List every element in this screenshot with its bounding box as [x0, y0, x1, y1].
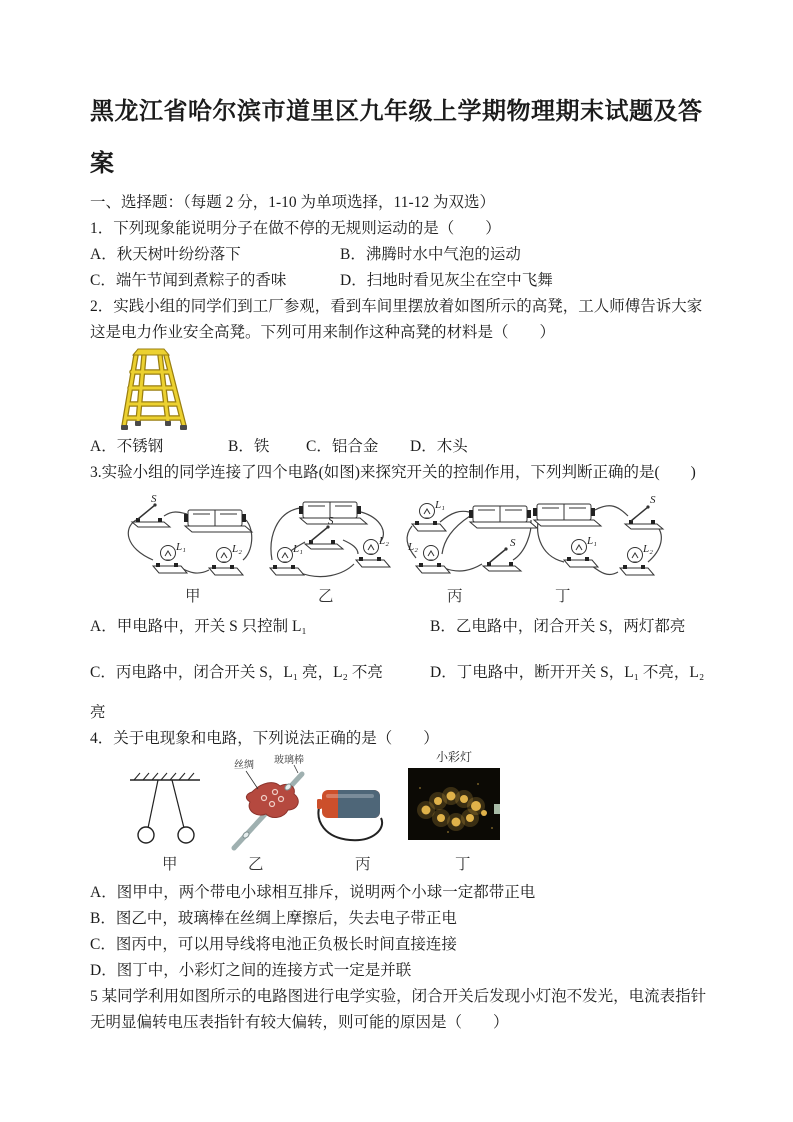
q3-option-b: B．乙电路中，闭合开关 S，两灯都亮 — [430, 618, 686, 635]
figure-caption-ding: 丁 — [555, 588, 571, 605]
q1-option-d: D．扫地时看见灰尘在空中飞舞 — [340, 272, 553, 289]
q3-option-a: A．甲电路中，开关 S 只控制 L₁ — [90, 618, 307, 635]
question-3-stem: 3.实验小组的同学连接了四个电路(如图)来探究开关的控制作用，下列判断正确的是( ) — [90, 464, 696, 481]
lamp1-label: L₁ — [435, 499, 445, 511]
content-area — [90, 86, 712, 1036]
stool-feet — [121, 421, 187, 430]
document-title: 黑龙江省哈尔滨市道里区九年级上学期物理期末试题及答案 — [90, 99, 703, 177]
q3-option-d: D．丁电路中，断开开关 S，L₁ 不亮，L₂ — [430, 664, 705, 681]
q1-option-c: C．端午节闻到煮粽子的香味 — [90, 272, 287, 289]
q2-option-c: C．铝合金 — [306, 438, 379, 455]
safety-stool-image — [118, 346, 190, 434]
circuit-figure-bing — [400, 494, 540, 586]
figure-battery-short-circuit — [316, 776, 388, 848]
q2-options-row — [90, 434, 712, 460]
switch-label: S — [510, 537, 516, 549]
figure-caption-bing: 丙 — [447, 588, 463, 605]
q2-option-b: B．铁 — [228, 438, 270, 455]
lamp2-label: L₂ — [232, 543, 242, 555]
question-5-stem-line2: 无明显偏转电压表指针有较大偏转，则可能的原因是（ ） — [90, 1014, 509, 1031]
circuit-figure-ding — [522, 494, 672, 586]
switch-label: S — [650, 494, 656, 506]
switch-label: S — [328, 515, 334, 527]
lamp2-label: L₂ — [408, 541, 418, 553]
q3-option-d-wrap: 亮 — [90, 704, 106, 721]
string-lights-annotation: 小彩灯 — [435, 750, 472, 764]
lamp1-label: L₁ — [293, 543, 303, 555]
figure-caption-yi: 乙 — [248, 856, 264, 873]
q1-option-a: A．秋天树叶纷纷落下 — [90, 246, 241, 263]
figure-caption-jia: 甲 — [185, 588, 201, 605]
section-heading: 一、选择题：（每题 2 分，1-10 为单项选择，11-12 为双选） — [90, 194, 495, 211]
lamp1-label: L₁ — [176, 541, 186, 553]
q4-option-a: A．图甲中，两个带电小球相互排斥，说明两个小球一定都带正电 — [90, 884, 536, 901]
question-1-stem: 1．下列现象能说明分子在做不停的无规则运动的是（ ） — [90, 220, 501, 237]
figure-caption-yi: 乙 — [318, 588, 334, 605]
q3-options-row-ab — [90, 614, 712, 640]
circuit-figure-yi — [258, 494, 403, 586]
q2-option-d: D．木头 — [410, 438, 468, 455]
figure-caption-bing: 丙 — [355, 856, 371, 873]
silk-annotation: 丝绸 — [234, 760, 254, 771]
question-5-stem-line1: 5 某同学利用如图所示的电路图进行电学实验，闭合开关后发现小灯泡不发光，电流表指针 — [90, 988, 707, 1005]
switch-label: S — [151, 494, 157, 505]
q1-options-row-cd — [90, 268, 712, 294]
q3-circuit-figures — [90, 494, 712, 608]
question-2-stem-line1: 2．实践小组的同学们到工厂参观，看到车间里摆放着如图所示的高凳，工人师傅告诉大家 — [90, 298, 703, 315]
q4-option-d: D．图丁中，小彩灯之间的连接方式一定是并联 — [90, 962, 412, 979]
q2-option-a: A．不锈钢 — [90, 438, 164, 455]
q1-options-row-ab — [90, 242, 712, 268]
q4-option-c: C．图丙中，可以用导线将电池正负极长时间直接连接 — [90, 936, 457, 953]
figure-safety-stool — [118, 346, 712, 434]
figure-caption-ding: 丁 — [455, 856, 471, 873]
figure-string-lights-photo — [408, 768, 500, 840]
figure-caption-jia: 甲 — [162, 856, 178, 873]
question-4-stem: 4．关于电现象和电路，下列说法正确的是（ ） — [90, 730, 439, 747]
figure-silk-glass-rod — [222, 754, 312, 859]
q3-options-row-cd — [90, 660, 712, 686]
glass-rod-annotation: 玻璃棒 — [274, 755, 304, 766]
question-2-stem-line2: 这是电力作业安全高凳。下列可用来制作这种高凳的材料是（ ） — [90, 324, 556, 341]
q4-option-b: B．图乙中，玻璃棒在丝绸上摩擦后，失去电子带正电 — [90, 910, 457, 927]
q1-option-b: B．沸腾时水中气泡的运动 — [340, 246, 521, 263]
lamp1-label: L₁ — [587, 535, 597, 547]
lamp2-label: L₂ — [379, 535, 389, 547]
lamp2-label: L₂ — [643, 543, 653, 555]
q4-figures — [90, 752, 712, 880]
figure-charged-balls — [122, 766, 207, 851]
q3-option-c: C．丙电路中，闭合开关 S，L₁ 亮，L₂ 不亮 — [90, 664, 383, 681]
circuit-figure-jia — [115, 494, 255, 586]
